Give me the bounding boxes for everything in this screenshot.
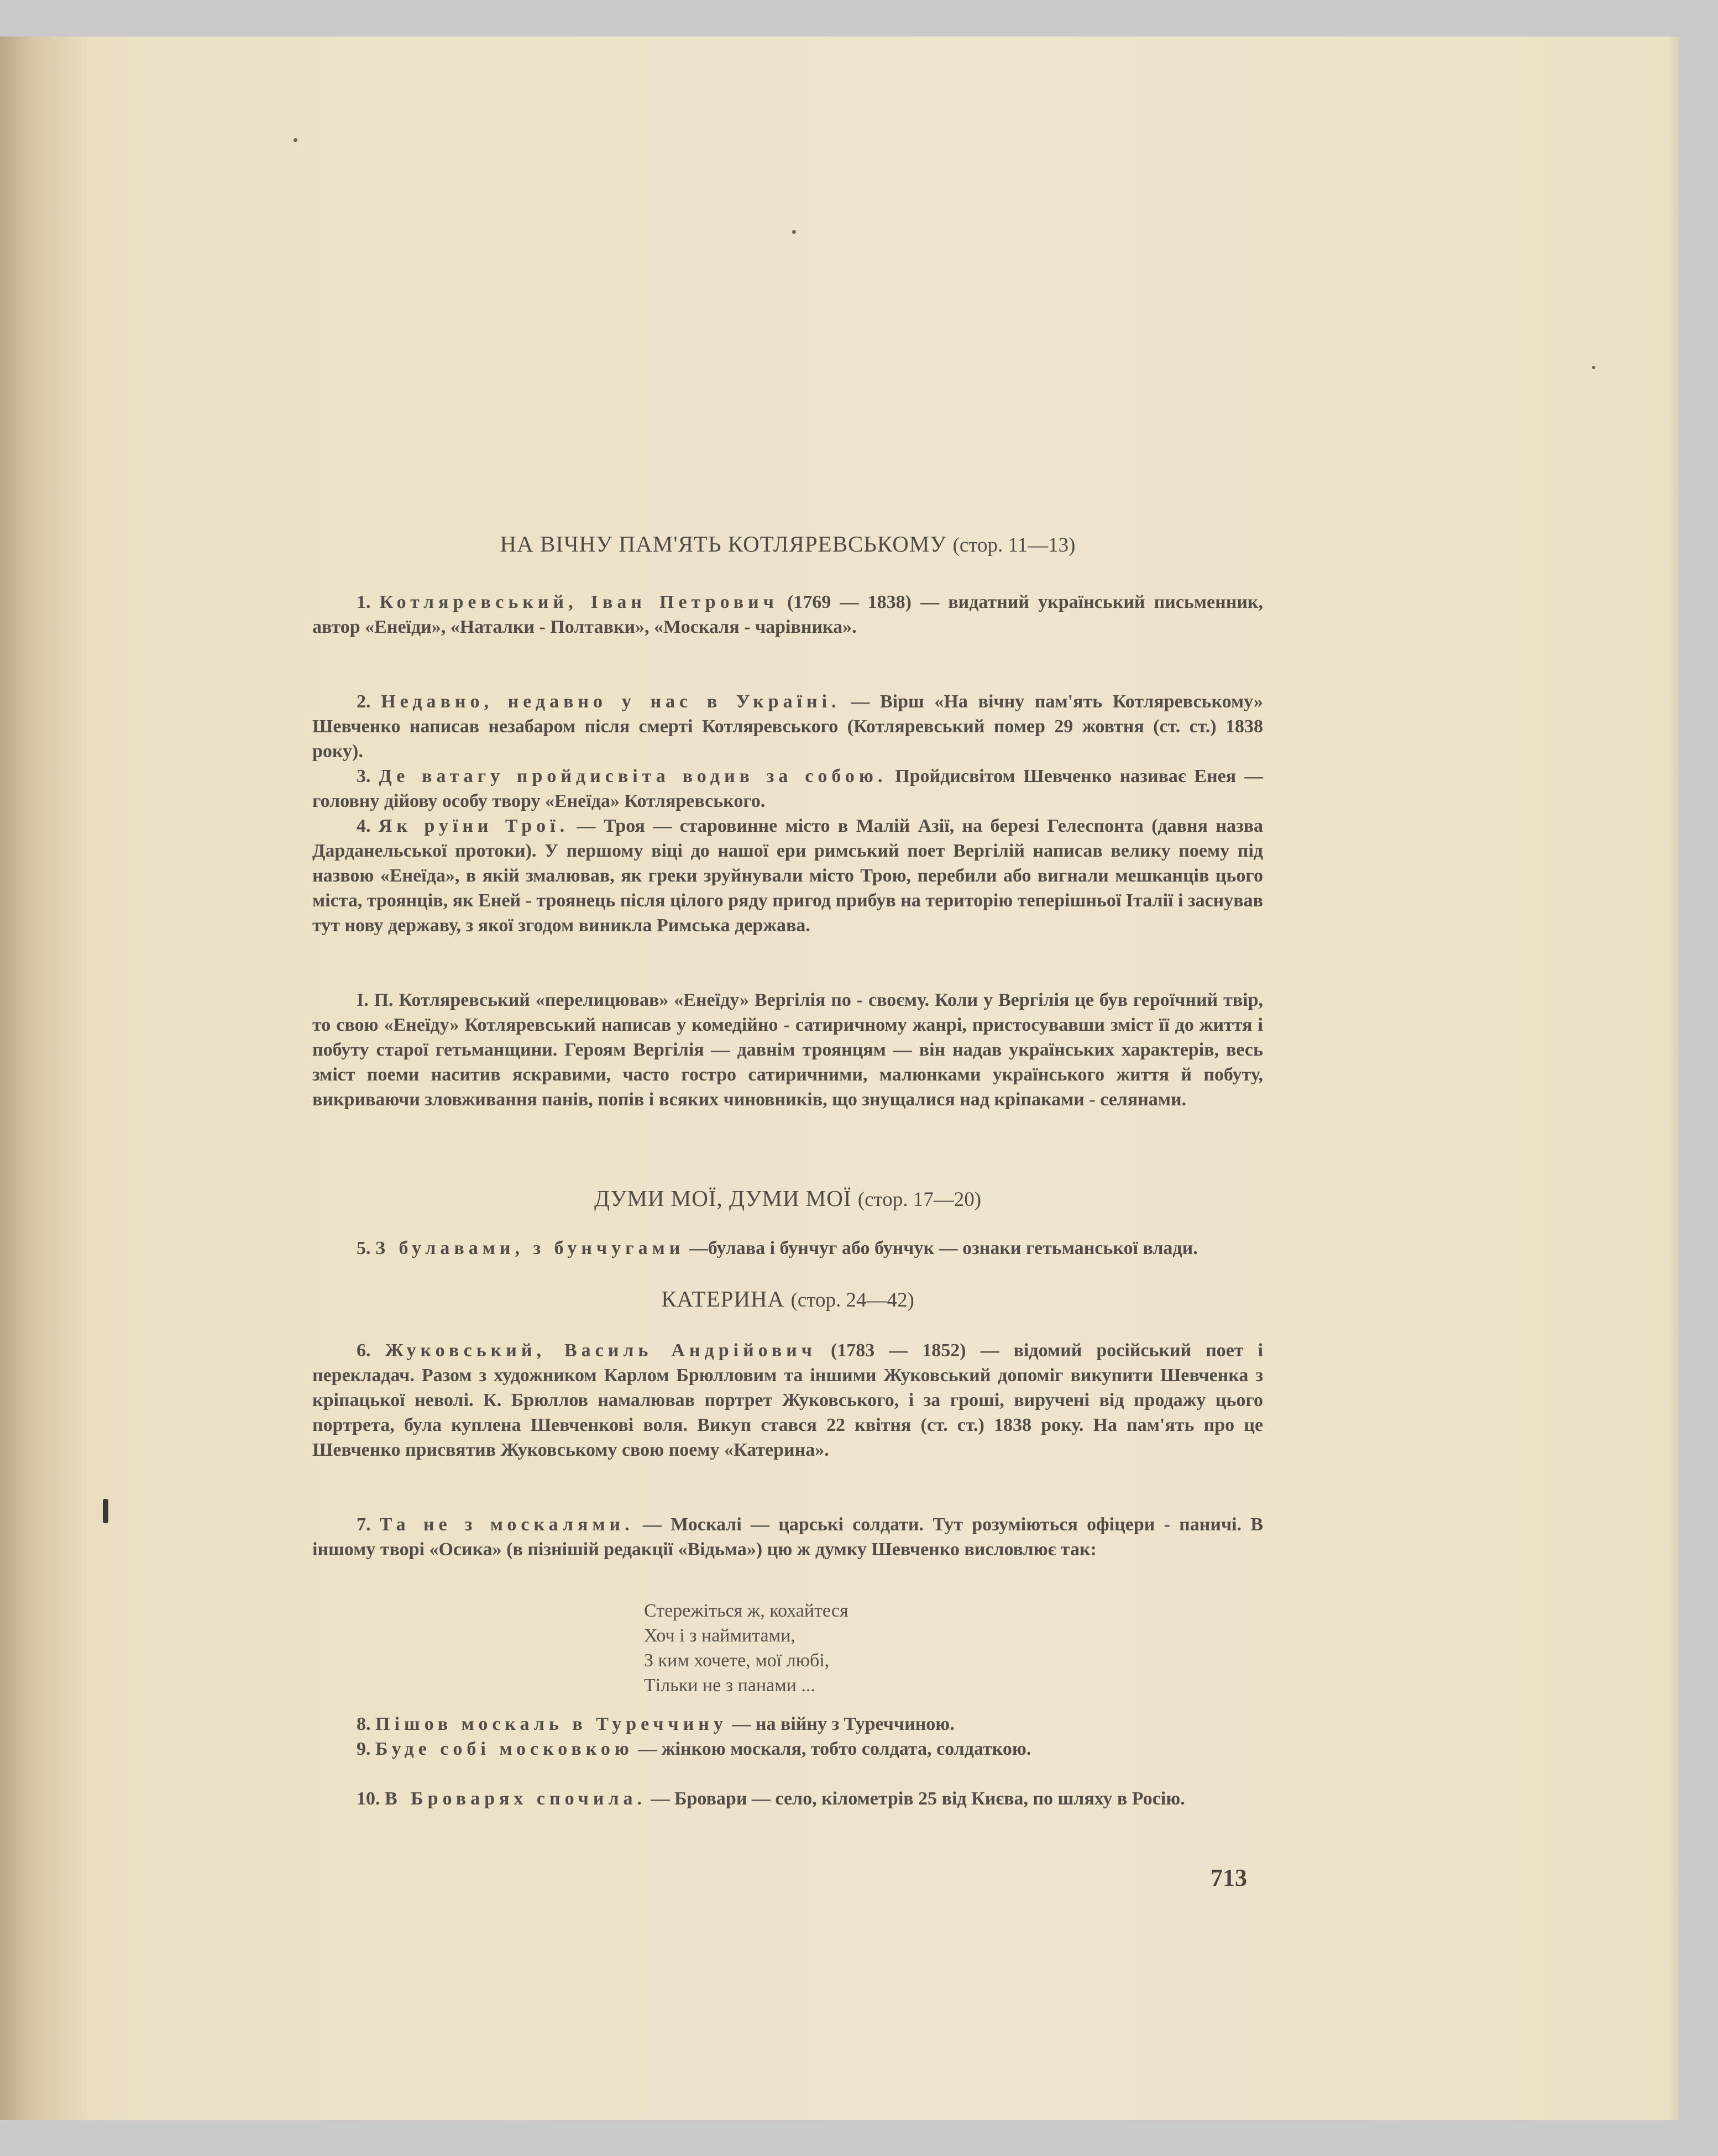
note-term: Пішов москаль в Туреччину bbox=[375, 1714, 727, 1734]
note-text: — Бровари — село, кілометрів 25 від Києва, по шляху в Росію. bbox=[651, 1788, 1185, 1809]
book-page bbox=[0, 36, 1679, 2120]
section-heading-1 bbox=[312, 531, 1263, 557]
note-7: 7. Та не з москалями. — Москалі — царські солдати. Тут розуміються офіцери - паничі. В іншому творі «Осика» (в пізнішій редакції «Відьма») цю ж думку Шевченко висловлює так: bbox=[312, 1514, 1263, 1560]
note-9: 9. Буде собі московкою — жінкою москаля, тобто солдата, солдаткою. bbox=[357, 1739, 1031, 1759]
note-text: — на війну з Туреччиною. bbox=[732, 1714, 955, 1734]
note-4: 4. Як руїни Трої. — Троя — старовинне місто в Малій Азії, на березі Гелеспонта (давня назва Дарданельської протоки). У першому віці до нашої ери римський поет Вергілій написав велику поему під назвою «Енеїда», в якій змалював, як греки зруйнували місто Трою, перебили або вигнали мешканців цього міста, троянців, як Еней - троянець після цілого ряду пригод прибув на територію теперішньої Італії і заснував тут нову державу, з якої згодом виникла Римська держава. bbox=[312, 816, 1264, 936]
note-2: 2. Недавно, недавно у нас в Україні. — Вірш «На вічну пам'ять Котляревському» Шевченко написав незабаром після смерті Котляревського (Котляревський помер 29 жовтня (ст. ст.) 1838 року). bbox=[312, 691, 1264, 762]
ink-speck bbox=[294, 138, 297, 142]
poem-line: Стережіться ж, кохайтеся bbox=[644, 1601, 848, 1621]
page-number: 713 bbox=[1211, 1864, 1247, 1891]
poem-line: З ким хочете, мої любі, bbox=[644, 1650, 830, 1671]
section-pages: (стор. 11—13) bbox=[952, 534, 1076, 557]
note-text: І. П. Котляревський «перелицював» «Енеїду» Вергілія по - своєму. Коли у Вергілія це був героїчний твір, то свою «Енеїду» Котляревський написав у комедійно - сатиричному жанрі, пристосувавши зміст її до життя і побуту старої гетьманщини. Героям Вергілія — давнім троянцям — він надав українських характерів, весь зміст поеми наситив яскравими, часто гостро сатиричними, малюнками українського життя й побуту, викриваючи зловживання панів, попів і всяких чиновників, що знущалися над кріпаками - селянами. bbox=[312, 990, 1263, 1110]
section-title: НА ВІЧНУ ПАМ'ЯТЬ КОТЛЯРЕВСЬКОМУ bbox=[500, 531, 947, 557]
note-text: — жінкою москаля, тобто солдата, солдаткою. bbox=[638, 1739, 1031, 1759]
note-term: Недавно, недавно у нас в Україні. bbox=[381, 691, 841, 712]
note-term: В Броварях спочила. bbox=[385, 1788, 647, 1809]
ink-mark bbox=[103, 1499, 108, 1523]
note-8: 8. Пішов москаль в Туреччину — на війну з Туреччиною. bbox=[357, 1714, 955, 1734]
note-term: З булавами, з бунчугами bbox=[375, 1238, 685, 1258]
note-text: (1769 — 1838) — видатний український письменник, автор «Енеїди», «Наталки - Полтавки», «Москаля - чарівника». bbox=[312, 592, 1264, 637]
note-term: Та не з москалями. bbox=[379, 1514, 634, 1535]
note-10: 10. В Броварях спочила. — Бровари — село, кілометрів 25 від Києва, по шляху в Росію. bbox=[357, 1788, 1185, 1809]
note-6: 6. Жуковський, Василь Андрійович (1783 — 1852) — відомий російський поет і перекладач. Разом з художником Карлом Брюлловим та іншими Жуковський допоміг викупити Шевченка з кріпацької неволі. К. Брюллов намалював портрет Жуковського, і за гроші, виручені від продажу цього портрета, була куплена Шевченкові воля. Викуп стався 22 квітня (ст. ст.) 1838 року. На пам'ять про це Шевченко присвятив Жуковському свою поему «Катерина». bbox=[312, 1340, 1264, 1460]
note-term: Жуковський, Василь Андрійович bbox=[385, 1340, 816, 1361]
section-heading-2 bbox=[312, 1185, 1263, 1211]
note-3: 3. Де ватагу пройдисвіта водив за собою. Пройдисвітом Шевченко називає Енея — головну дійову особу твору «Енеїда» Котляревського. bbox=[312, 766, 1264, 811]
note-4-continued bbox=[312, 988, 1263, 1112]
section-title: ДУМИ МОЇ, ДУМИ МОЇ bbox=[594, 1185, 852, 1211]
note-1: 1. Котляревський, Іван Петрович (1769 — 1838) — видатний український письменник, автор «Енеїди», «Наталки - Полтавки», «Москаля - чарівника». bbox=[312, 592, 1264, 637]
poem-quote bbox=[644, 1598, 848, 1698]
section-heading-3 bbox=[312, 1286, 1263, 1312]
note-text: —булава і бунчуг або бунчук — ознаки гетьманської влади. bbox=[689, 1238, 1198, 1258]
section-pages: (стор. 17—20) bbox=[857, 1188, 982, 1211]
note-text: — Москалі — царські солдати. Тут розуміються офіцери - паничі. В іншому творі «Осика» (в пізнішій редакції «Відьма») цю ж думку Шевченко висловлює так: bbox=[312, 1514, 1263, 1560]
poem-line: Хоч і з наймитами, bbox=[644, 1625, 795, 1646]
note-term: Котляревський, Іван Петрович bbox=[379, 592, 778, 612]
ink-speck bbox=[1592, 366, 1595, 369]
section-pages: (стор. 24—42) bbox=[790, 1289, 914, 1312]
note-term: Де ватагу пройдисвіта водив за собою. bbox=[379, 766, 887, 786]
poem-line: Тільки не з панами ... bbox=[644, 1675, 815, 1696]
note-term: Буде собі московкою bbox=[375, 1739, 633, 1759]
note-5: 5. З булавами, з бунчугами —булава і бунчуг або бунчук — ознаки гетьманської влади. bbox=[357, 1238, 1198, 1258]
ink-speck bbox=[792, 230, 796, 234]
note-term: Як руїни Трої. bbox=[378, 816, 569, 836]
note-text: Пройдисвітом Шевченко називає Енея — головну дійову особу твору «Енеїда» Котляревського. bbox=[312, 766, 1264, 811]
section-title: КАТЕРИНА bbox=[661, 1286, 785, 1312]
note-text: — Троя — старовинне місто в Малій Азії, на березі Гелеспонта (давня назва Дарданельської протоки). У першому віці до нашої ери римський поет Вергілій написав велику поему під назвою «Енеїда», в якій змалював, як греки зруйнували місто Трою, перебили або вигнали мешканців цього міста, троянців, як Еней - троянець після цілого ряду пригод прибув на територію теперішньої Італії і заснував тут нову державу, з якої згодом виникла Римська держава. bbox=[312, 816, 1264, 936]
note-text: — Вірш «На вічну пам'ять Котляревському» Шевченко написав незабаром після смерті Котляревського (Котляревський помер 29 жовтня (ст. ст.) 1838 року). bbox=[312, 691, 1264, 762]
note-text: (1783 — 1852) — відомий російський поет і перекладач. Разом з художником Карлом Брюлловим та іншими Жуковський допоміг викупити Шевченка з кріпацької неволі. К. Брюллов намалював портрет Жуковського, і за гроші, виручені від продажу цього портрета, була куплена Шевченкові воля. Викуп стався 22 квітня (ст. ст.) 1838 року. На пам'ять про це Шевченко присвятив Жуковському свою поему «Катерина». bbox=[312, 1340, 1264, 1460]
